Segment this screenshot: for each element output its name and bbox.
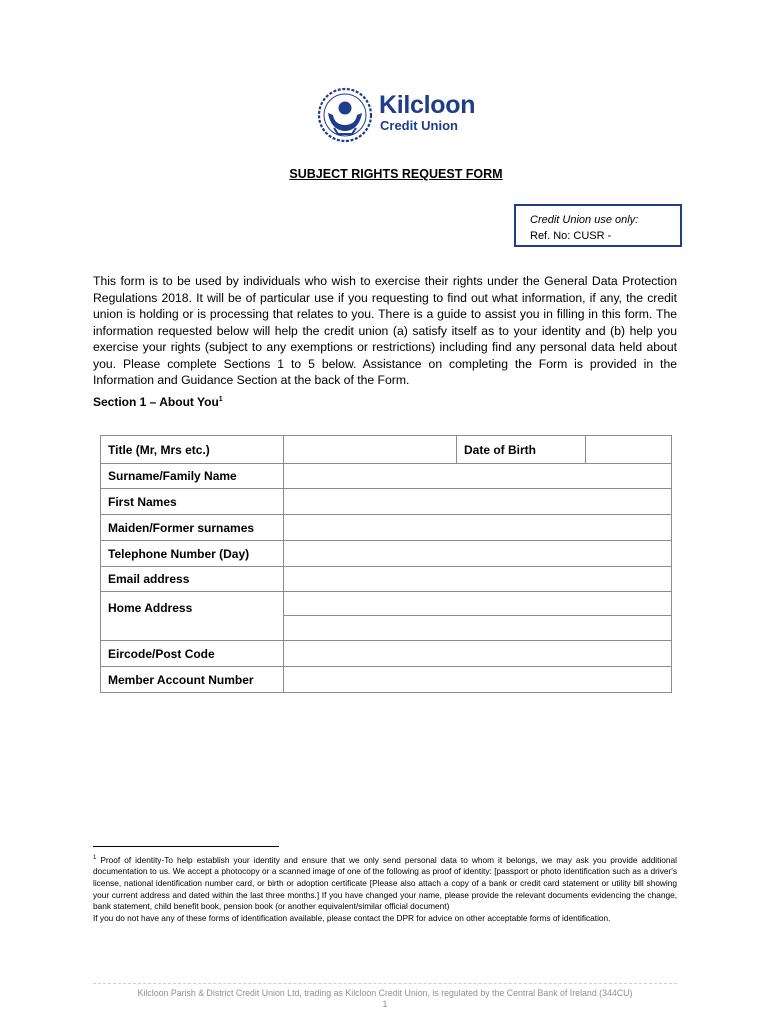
dob-field[interactable] (586, 436, 672, 464)
section-1-heading (93, 395, 223, 409)
first-names-label: First Names (101, 489, 284, 515)
footnote-mark: 1 (93, 855, 97, 861)
home-address-field-line-1[interactable] (284, 592, 672, 616)
office-use-box (514, 204, 682, 247)
member-account-field[interactable] (284, 667, 672, 693)
form-title: SUBJECT RIGHTS REQUEST FORM (289, 167, 503, 181)
email-label: Email address (101, 567, 284, 592)
home-address-label: Home Address (101, 592, 284, 641)
home-address-field-line-2[interactable] (284, 616, 672, 641)
logo-subtitle: Credit Union (380, 118, 458, 133)
footnote-proof-of-identity (93, 853, 677, 913)
about-you-table (100, 435, 672, 693)
telephone-label: Telephone Number (Day) (101, 541, 284, 567)
maiden-names-field[interactable] (284, 515, 672, 541)
footnote-divider (93, 846, 279, 847)
footnote-dpr-advice: If you do not have any of these forms of identification available, please contact the DPR for advice on other acceptable forms of identification. (93, 912, 611, 923)
credit-union-logo (316, 86, 486, 146)
surname-field[interactable] (284, 464, 672, 489)
eircode-label: Eircode/Post Code (101, 641, 284, 667)
hands-globe-emblem-icon (316, 86, 374, 144)
eircode-field[interactable] (284, 641, 672, 667)
maiden-names-label: Maiden/Former surnames (101, 515, 284, 541)
office-use-label: Credit Union use only: (530, 214, 639, 226)
footer-divider (93, 983, 677, 984)
first-names-field[interactable] (284, 489, 672, 515)
title-field[interactable] (284, 436, 457, 464)
email-field[interactable] (284, 567, 672, 592)
intro-paragraph: This form is to be used by individuals who wish to exercise their rights under the General Data Protection Regulations 2018. It will be of particular use if you requesting to find out what information, if any, the credit union is holding or is processing that relates to you. There is a guide to assist you in filling in this form. The information requested below will help the credit union (a) satisfy itself as to your identity and (b) help you exercise your rights (subject to any exemptions or restrictions) including find any personal data held about you. Please complete Sections 1 to 5 below. Assistance on completing the Form is provided in the Information and Guidance Section at the back of the Form. (93, 274, 677, 387)
section-1-title: Section 1 – About You (93, 395, 219, 409)
telephone-field[interactable] (284, 541, 672, 567)
footnote-ref: 1 (218, 396, 223, 403)
logo-brand-name: Kilcloon (379, 91, 476, 119)
reference-number: Ref. No: CUSR - (530, 230, 612, 242)
member-account-label: Member Account Number (101, 667, 284, 693)
footnote-text: Proof of identity-To help establish your identity and ensure that we only send personal data to whom it belongs, we may ask you provide additional documentation to us. We accept a photocopy or a scanned image of one of the following as proof of identity: [passport or photo identification such as a driver's license, national identification number card, or birth or adoption certificate [Please also attach a copy of a bank or credit card statement or utility bill showing your current address and dated within the last three months.] If you have changed your name, please provide the relevant documents evidencing the change, bank statement, child benefit book, pension book (or another equivalent/similar official document) (93, 854, 677, 912)
page-number: 1 (382, 999, 388, 1009)
surname-label: Surname/Family Name (101, 464, 284, 489)
footnote (93, 853, 677, 924)
footer-regulatory-text: Kilcloon Parish & District Credit Union Ltd, trading as Kilcloon Credit Union, is regulated by the Central Bank of Ireland (344CU) (137, 988, 633, 998)
dob-label: Date of Birth (457, 436, 586, 464)
title-label: Title (Mr, Mrs etc.) (101, 436, 284, 464)
